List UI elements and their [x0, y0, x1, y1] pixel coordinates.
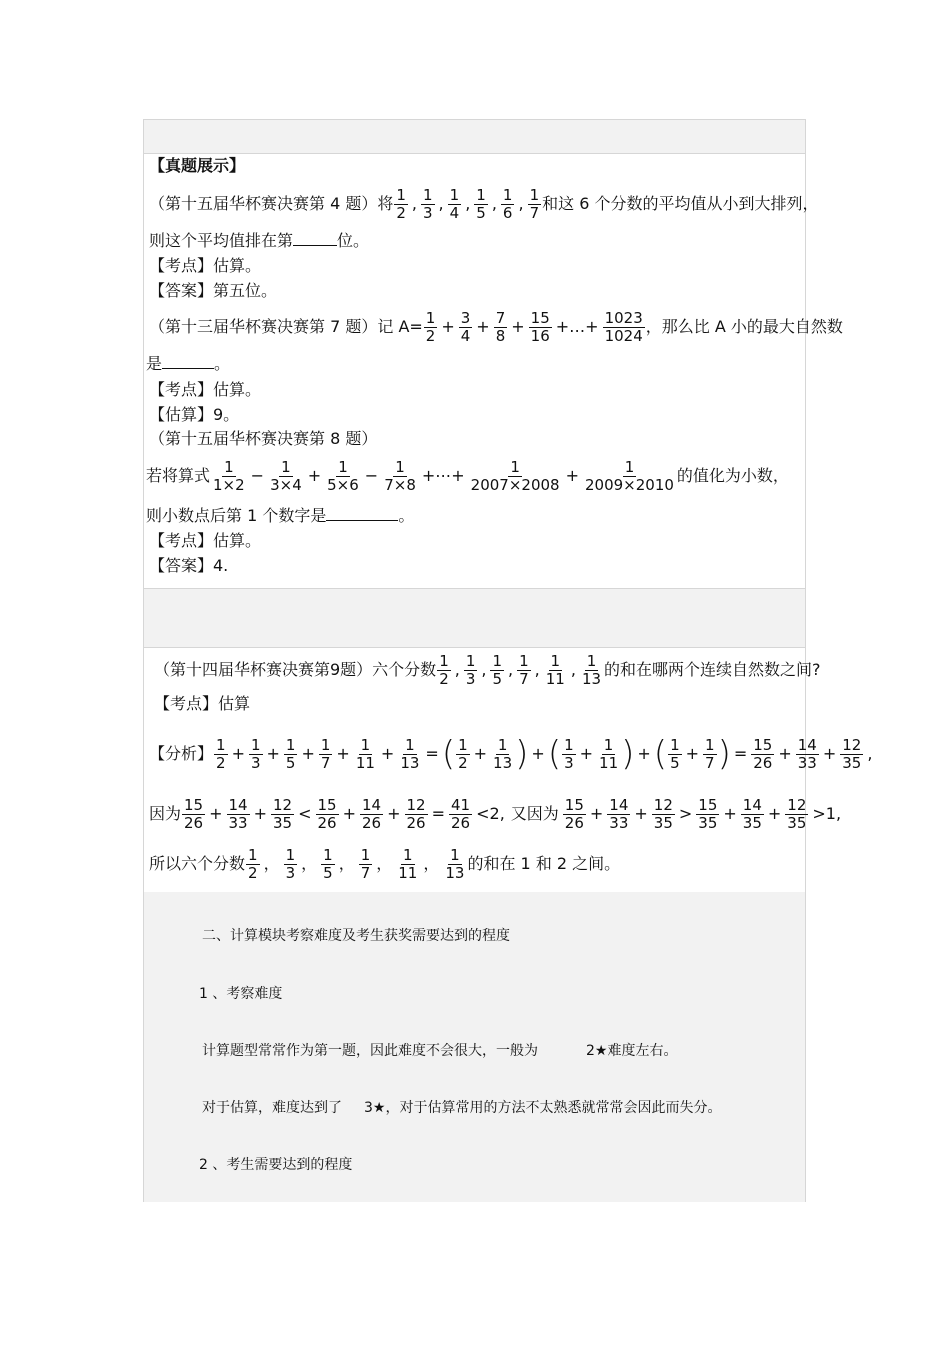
- math-symbol: +: [266, 744, 280, 763]
- math-symbol: ,: [438, 193, 444, 213]
- parenthesis: (: [441, 734, 456, 774]
- q1-kaodian: 【考点】估算。: [149, 256, 262, 275]
- numerator: 1: [285, 735, 296, 754]
- denominator: 13: [445, 863, 465, 882]
- denominator: 2: [396, 203, 406, 222]
- fraction: [316, 797, 339, 832]
- denominator: 5: [670, 753, 680, 772]
- fraction: [449, 797, 472, 832]
- denominator: 26: [753, 753, 773, 772]
- numerator: 1: [395, 457, 405, 476]
- denominator: 3: [465, 669, 476, 688]
- numerator: 1: [338, 457, 348, 476]
- numerator: 1: [423, 185, 433, 204]
- denominator: 26: [317, 813, 337, 832]
- numerator: 1: [670, 735, 680, 754]
- fraction: [796, 737, 819, 772]
- numerator: 1: [216, 735, 226, 754]
- denominator: 35: [842, 753, 862, 772]
- numerator: 15: [698, 795, 718, 814]
- section-heading: 【真题展示】: [149, 156, 246, 175]
- denominator: 3: [423, 203, 433, 222]
- math-symbol: ,: [867, 744, 873, 763]
- numerator: 14: [742, 795, 762, 814]
- math-symbol: +: [579, 744, 594, 763]
- numerator: 1: [564, 735, 574, 754]
- fraction: [227, 797, 250, 832]
- fenxi-label: 【分析】: [149, 744, 214, 763]
- denominator: 2: [216, 753, 226, 772]
- math-symbol: ,: [534, 659, 540, 679]
- fraction: [490, 653, 504, 688]
- fraction: [443, 847, 466, 882]
- math-symbol: ,: [508, 659, 514, 679]
- q3-kaodian: 【考点】估算。: [149, 531, 262, 550]
- fraction: [583, 459, 676, 494]
- math-symbol: ，: [423, 854, 440, 873]
- numerator: 1: [281, 457, 291, 476]
- parenthesis: ): [621, 734, 635, 774]
- q1-answer: 【答案】第五位。: [149, 281, 278, 300]
- denominator: 6: [502, 203, 513, 222]
- numerator: 15: [564, 795, 584, 814]
- math-symbol: =: [431, 804, 446, 823]
- denominator: 5×6: [327, 475, 359, 494]
- numerator: 1: [529, 185, 540, 204]
- q4-kaodian: 【考点】估算: [154, 694, 251, 713]
- math-symbol: −: [250, 466, 265, 485]
- math-symbol: +: [778, 744, 792, 763]
- numerator: 15: [530, 308, 550, 327]
- math-symbol: 又因为: [510, 804, 559, 823]
- q1-suffix: 和这 6 个分数的平均值从小到大排列，: [542, 194, 819, 213]
- numerator: 1: [603, 735, 614, 754]
- fenxi-equation: [213, 734, 875, 774]
- math-symbol: ，: [263, 854, 280, 873]
- numerator: 1023: [604, 308, 643, 327]
- q1-prefix: （第十五届华杯赛决赛第 4 题）将: [149, 194, 394, 213]
- fraction: [359, 847, 373, 882]
- numerator: 41: [451, 795, 471, 814]
- fraction: [517, 653, 531, 688]
- fraction: [703, 737, 717, 772]
- math-symbol: ,: [481, 659, 487, 679]
- denominator: 26: [564, 813, 584, 832]
- q2-suffix: ，那么比 A 小的最大自然数: [645, 317, 843, 336]
- numerator: 1: [458, 735, 468, 754]
- math-symbol: ，: [338, 854, 355, 873]
- fraction: [456, 737, 470, 772]
- math-symbol: ，: [301, 854, 318, 873]
- numerator: 1: [519, 651, 529, 670]
- denominator: 35: [273, 813, 293, 832]
- q2-line2-text: 是: [146, 354, 163, 373]
- denominator: 5: [285, 753, 296, 772]
- math-symbol: ,: [518, 193, 524, 213]
- fraction: [563, 797, 586, 832]
- numerator: 1: [476, 185, 486, 204]
- math-symbol: +…+: [555, 316, 599, 336]
- fraction: [214, 737, 228, 772]
- fraction: [603, 310, 645, 345]
- math-symbol: +: [822, 744, 837, 763]
- numerator: 1: [439, 651, 449, 670]
- math-symbol: +: [637, 744, 651, 763]
- q1-line: [149, 181, 818, 227]
- section3-item2: 2 、考生需要达到的程度: [199, 1157, 353, 1173]
- math-symbol: +: [441, 316, 455, 336]
- denominator: 2: [439, 669, 449, 688]
- denominator: 2009×2010: [585, 475, 674, 494]
- math-symbol: +: [531, 744, 545, 763]
- math-symbol: +: [565, 466, 579, 485]
- section3-para2: [202, 1098, 721, 1118]
- denominator: 2: [458, 753, 468, 772]
- q3-suffix: 的值化为小数，: [676, 466, 789, 485]
- math-symbol: ,: [465, 193, 471, 213]
- q4-line: [154, 648, 821, 692]
- denominator: 26: [362, 813, 382, 832]
- math-symbol: +: [380, 744, 395, 763]
- fraction: [321, 847, 335, 882]
- numerator: 12: [653, 795, 673, 814]
- denominator: 35: [653, 813, 673, 832]
- math-symbol: =: [733, 744, 748, 763]
- because-line: [149, 792, 844, 836]
- q2-kaodian: 【考点】估算。: [149, 380, 262, 399]
- math-symbol: +: [231, 744, 245, 763]
- numerator: 12: [406, 795, 426, 814]
- fraction: [354, 737, 377, 772]
- numerator: 1: [492, 651, 503, 670]
- fraction: [501, 187, 515, 222]
- numerator: 1: [360, 845, 371, 864]
- fraction: [246, 847, 260, 882]
- numerator: 1: [705, 735, 715, 754]
- q3-answer: 【答案】4.: [149, 556, 229, 575]
- math-symbol: +: [336, 744, 350, 763]
- parenthesis: (: [653, 734, 668, 774]
- fraction: [182, 797, 205, 832]
- answer-blank[interactable]: [162, 368, 214, 369]
- fraction: [211, 459, 247, 494]
- denominator: 33: [228, 813, 248, 832]
- fraction: [284, 737, 298, 772]
- math-symbol: +: [473, 744, 488, 763]
- fraction: [448, 187, 462, 222]
- denominator: 13: [581, 669, 602, 688]
- math-symbol: +: [476, 316, 490, 336]
- denominator: 1×2: [213, 475, 245, 494]
- fraction: [562, 737, 576, 772]
- denominator: 4: [449, 203, 460, 222]
- denominator: 7: [519, 669, 529, 688]
- section3-para1: [202, 1041, 677, 1061]
- fraction: [325, 459, 361, 494]
- q1-line2: [149, 231, 369, 251]
- math-symbol: ,: [411, 193, 417, 213]
- numerator: 15: [184, 795, 204, 814]
- numerator: 1: [248, 845, 258, 864]
- q3-fractions: [210, 459, 677, 494]
- denominator: 4: [460, 326, 471, 345]
- denominator: 5: [492, 669, 503, 688]
- denominator: 7: [529, 203, 540, 222]
- math-symbol: <: [298, 804, 312, 823]
- q2-line2: [146, 354, 230, 374]
- math-symbol: +: [387, 804, 401, 823]
- q3-line: [146, 453, 789, 499]
- denominator: 13: [400, 753, 420, 772]
- numerator: 14: [228, 795, 248, 814]
- section3-item1: 1 、考察难度: [199, 986, 283, 1002]
- numerator: 1: [586, 651, 597, 670]
- numerator: 15: [753, 735, 773, 754]
- numerator: 12: [842, 735, 862, 754]
- math-symbol: +: [301, 744, 315, 763]
- fraction: [360, 797, 383, 832]
- fraction: [396, 847, 419, 882]
- math-symbol: +: [511, 316, 525, 336]
- fraction: [580, 653, 603, 688]
- fraction: [398, 737, 421, 772]
- so-label: 所以六个分数: [149, 854, 246, 873]
- fraction: [421, 187, 435, 222]
- q1-line2-end: 位。: [337, 231, 370, 250]
- fraction: [785, 797, 808, 832]
- fraction: [319, 737, 333, 772]
- fraction: [491, 737, 514, 772]
- math-symbol: >1,: [812, 804, 842, 823]
- numerator: 1: [405, 735, 415, 754]
- numerator: 1: [425, 308, 436, 327]
- math-symbol: =: [425, 744, 439, 763]
- math-symbol: +: [767, 804, 782, 823]
- numerator: 1: [450, 845, 460, 864]
- q1-fractions: [393, 187, 542, 222]
- denominator: 7: [320, 753, 331, 772]
- numerator: 1: [449, 185, 460, 204]
- so-line: [149, 842, 620, 886]
- numerator: 7: [495, 308, 506, 327]
- denominator: 35: [787, 813, 807, 832]
- denominator: 7×8: [384, 475, 416, 494]
- so-fractions: [245, 847, 467, 882]
- denominator: 3: [285, 863, 296, 882]
- numerator: 1: [550, 651, 561, 670]
- numerator: 1: [250, 735, 261, 754]
- header-bar: [143, 119, 806, 154]
- denominator: 11: [545, 669, 565, 688]
- denominator: 2: [248, 863, 258, 882]
- fraction: [607, 797, 630, 832]
- fraction: [696, 797, 719, 832]
- math-symbol: +: [253, 804, 268, 823]
- fraction: [437, 653, 451, 688]
- fraction: [544, 653, 567, 688]
- math-symbol: +: [634, 804, 648, 823]
- because-equation: [181, 797, 844, 832]
- q1-line2-text: 则这个平均值排在第: [149, 231, 294, 250]
- fraction: [751, 737, 774, 772]
- fraction: [668, 737, 682, 772]
- numerator: 1: [396, 185, 406, 204]
- fraction: [597, 737, 620, 772]
- fraction: [459, 310, 473, 345]
- q3-prefix: 若将算式: [146, 466, 211, 485]
- section3-title: 二、计算模块考察难度及考生获奖需要达到的程度: [202, 928, 510, 944]
- q4-prefix: （第十四届华杯赛决赛第9题）六个分数: [154, 660, 437, 679]
- denominator: 13: [493, 753, 513, 772]
- math-symbol: >: [678, 804, 693, 823]
- math-symbol: −: [364, 466, 379, 485]
- math-symbol: +⋯+: [421, 466, 465, 485]
- so-suffix: 的和在 1 和 2 之间。: [467, 854, 621, 873]
- parenthesis: ): [717, 734, 731, 774]
- denominator: 1024: [604, 326, 643, 345]
- denominator: 11: [355, 753, 375, 772]
- numerator: 1: [285, 845, 296, 864]
- fraction: [469, 459, 562, 494]
- math-symbol: <2,: [476, 804, 505, 823]
- math-symbol: ,: [491, 193, 497, 213]
- fraction: [652, 797, 675, 832]
- fraction: [382, 459, 418, 494]
- fraction: [268, 459, 304, 494]
- math-symbol: ，: [376, 854, 393, 873]
- denominator: 3: [564, 753, 574, 772]
- math-symbol: +: [685, 744, 700, 763]
- denominator: 2007×2008: [470, 475, 560, 494]
- denominator: 16: [530, 326, 550, 345]
- q3-line2-text: 则小数点后第 1 个数字是: [146, 506, 327, 525]
- fraction: [494, 310, 508, 345]
- numerator: 1: [624, 457, 635, 476]
- para2-text: 对于估算，难度达到了: [202, 1100, 342, 1116]
- q4-fractions: [436, 653, 604, 688]
- fraction: [405, 797, 428, 832]
- numerator: 1: [465, 651, 476, 670]
- q2-line2-end: 。: [214, 354, 231, 373]
- numerator: 1: [360, 735, 371, 754]
- section-3: [143, 892, 806, 1202]
- numerator: 15: [317, 795, 337, 814]
- numerator: 12: [787, 795, 807, 814]
- fenxi-line: [149, 732, 875, 776]
- q3-line2: [146, 506, 414, 526]
- denominator: 33: [797, 753, 817, 772]
- denominator: 35: [698, 813, 718, 832]
- fraction: [840, 737, 863, 772]
- fraction: [424, 310, 438, 345]
- denominator: 7: [705, 753, 715, 772]
- denominator: 5: [476, 203, 486, 222]
- numerator: 1: [320, 735, 331, 754]
- denominator: 3: [250, 753, 261, 772]
- fraction: [249, 737, 263, 772]
- numerator: 1: [510, 457, 520, 476]
- para2-rating: 3★，对于估算常用的方法不太熟悉就常常会因此而失分。: [364, 1100, 722, 1116]
- q2-line: [149, 304, 843, 350]
- denominator: 5: [323, 863, 333, 882]
- denominator: 2: [425, 326, 436, 345]
- denominator: 7: [360, 863, 371, 882]
- fraction: [284, 847, 298, 882]
- fraction: [394, 187, 408, 222]
- fraction: [464, 653, 478, 688]
- para1-rating: 2★难度左右。: [586, 1043, 678, 1059]
- math-symbol: ,: [570, 659, 576, 679]
- numerator: 3: [460, 308, 471, 327]
- math-symbol: +: [209, 804, 223, 823]
- math-symbol: +: [342, 804, 357, 823]
- denominator: 11: [398, 863, 418, 882]
- math-symbol: +: [307, 466, 322, 485]
- parenthesis: (: [547, 734, 562, 774]
- numerator: 1: [502, 185, 513, 204]
- numerator: 14: [797, 735, 817, 754]
- q4-suffix: 的和在哪两个连续自然数之间?: [604, 660, 821, 679]
- denominator: 8: [495, 326, 506, 345]
- section-1: [143, 154, 843, 588]
- numerator: 14: [609, 795, 629, 814]
- fraction: [529, 310, 552, 345]
- numerator: 1: [323, 845, 333, 864]
- math-symbol: +: [723, 804, 737, 823]
- numerator: 14: [362, 795, 382, 814]
- answer-blank[interactable]: [326, 520, 398, 521]
- denominator: 35: [742, 813, 762, 832]
- separator-bar: [143, 588, 806, 648]
- fraction: [741, 797, 764, 832]
- numerator: 1: [224, 457, 234, 476]
- denominator: 3×4: [270, 475, 302, 494]
- numerator: 1: [497, 735, 508, 754]
- fraction: [528, 187, 542, 222]
- denominator: 26: [184, 813, 204, 832]
- math-symbol: ,: [454, 659, 460, 679]
- q2-estimate: 【估算】9。: [149, 405, 240, 424]
- q2-fractions: [423, 310, 646, 345]
- denominator: 11: [599, 753, 619, 772]
- para1-text: 计算题型常常作为第一题，因此难度不会很大，一般为: [202, 1043, 538, 1059]
- numerator: 12: [273, 795, 293, 814]
- denominator: 26: [451, 813, 471, 832]
- because-label: 因为: [149, 804, 182, 823]
- numerator: 1: [403, 845, 413, 864]
- q3-title: （第十五届华杯赛决赛第 8 题）: [149, 429, 378, 448]
- math-symbol: +: [589, 804, 604, 823]
- q3-line2-end: 。: [398, 506, 415, 525]
- parenthesis: ): [515, 734, 529, 774]
- fraction: [271, 797, 294, 832]
- fraction: [474, 187, 488, 222]
- denominator: 33: [609, 813, 629, 832]
- q2-prefix: （第十三届华杯赛决赛第 7 题）记 A=: [149, 317, 423, 336]
- answer-blank[interactable]: [293, 245, 337, 246]
- section-2: [143, 648, 873, 892]
- denominator: 26: [406, 813, 426, 832]
